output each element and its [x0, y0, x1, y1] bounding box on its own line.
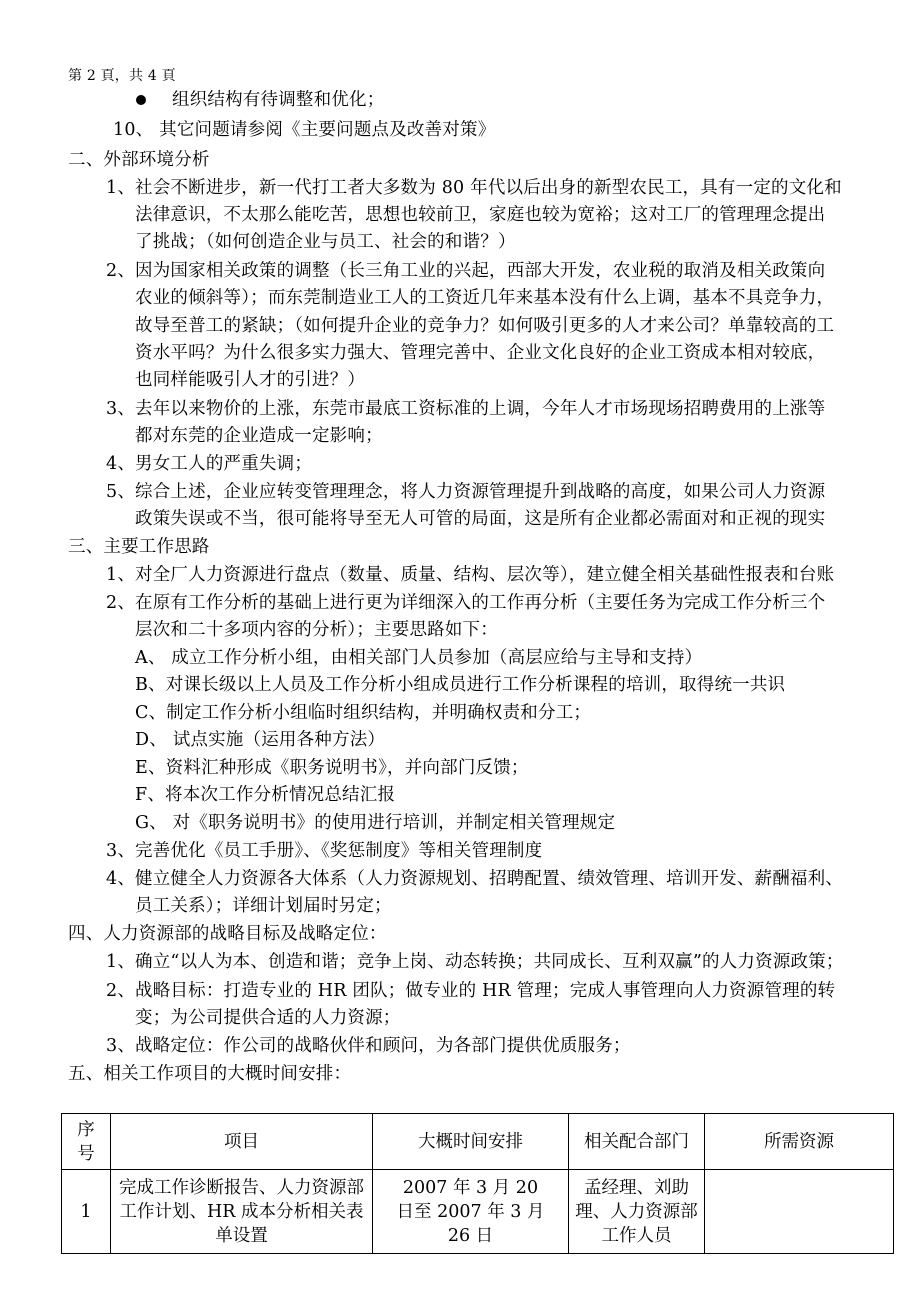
section-heading: 二、外部环境分析: [68, 150, 210, 170]
text-line: 10、 其它问题请参阅《主要问题点及改善对策》: [113, 120, 496, 140]
text-line: 2、因为国家相关政策的调整（长三角工业的兴起，西部大开发，农业税的取消及相关政策向: [106, 261, 826, 281]
section-heading: 五、相关工作项目的大概时间安排：: [68, 1064, 352, 1084]
text-line: 也同样能吸引人才的引进？）: [135, 370, 366, 390]
text-line: B、对课长级以上人员及工作分析小组成员进行工作分析课程的培训，取得统一共识: [135, 675, 786, 695]
text-line: 员工关系）；详细计划届时另定；: [135, 896, 392, 916]
header-cell: 相关配合部门: [569, 1114, 705, 1170]
text-line: 2、战略目标：打造专业的 HR 团队；做专业的 HR 管理；完成人事管理向人力资源管理的转: [106, 981, 836, 1001]
text-line: 资水平吗？为什么很多实力强大、管理完善中、企业文化良好的企业工资成本相对较底，: [135, 343, 826, 363]
text-line: 1、社会不断进步，新一代打工者大多数为 80 年代以后出身的新型农民工，具有一定的文化和: [106, 178, 842, 198]
schedule-table: [61, 1113, 894, 1254]
text-line: 法律意识，不太那么能吃苦，思想也较前卫，家庭也较为宽裕；这对工厂的管理理念提出: [135, 205, 826, 225]
text-line: 3、去年以来物价的上涨，东莞市最底工资标准的上调，今年人才市场现场招聘费用的上涨等: [106, 399, 826, 419]
text-line: 4、健立健全人力资源各大体系（人力资源规划、招聘配置、绩效管理、培训开发、薪酬福利、: [106, 869, 844, 889]
text-line: 变；为公司提供合适的人力资源；: [135, 1008, 401, 1028]
header-cell: 大概时间安排: [373, 1114, 569, 1170]
text-line: 层次和二十多项内容的分析）；主要思路如下：: [135, 620, 498, 640]
text-line: E、资料汇种形成《职务说明书》，并向部门反馈；: [135, 758, 529, 778]
section-heading: 三、主要工作思路: [68, 537, 210, 557]
header-cell: 序号: [62, 1114, 111, 1170]
text-line: 政策失误或不当，很可能将导至无人可管的局面，这是所有企业都必需面对和正视的现实: [135, 509, 826, 529]
table-cell: 1: [62, 1170, 111, 1254]
text-line: G、 对《职务说明书》的使用进行培训，并制定相关管理规定: [135, 813, 616, 833]
text-line: D、 试点实施（运用各种方法）: [135, 730, 386, 750]
text-line: 3、战略定位：作公司的战略伙伴和顾问，为各部门提供优质服务；: [106, 1036, 631, 1056]
page-number: 第 2 頁，共 4 頁: [68, 68, 176, 84]
text-line: 故导至普工的紧缺；（如何提升企业的竞争力？如何吸引更多的人才来公司？单靠较高的工: [135, 316, 835, 336]
text-line: 4、男女工人的严重失调；: [106, 454, 313, 474]
section-heading: 四、人力资源部的战略目标及战略定位：: [68, 924, 387, 944]
text-line: 1、对全厂人力资源进行盘点（数量、质量、结构、层次等），建立健全相关基础性报表和台账: [106, 565, 835, 585]
table-cell: 完成工作诊断报告、人力资源部工作计划、HR 成本分析相关表单设置: [111, 1170, 373, 1254]
text-line: 都对东莞的企业造成一定影响；: [135, 426, 383, 446]
text-line: 农业的倾斜等）；而东莞制造业工人的工资近几年来基本没有什么上调，基本不具竞争力，: [135, 288, 835, 308]
text-line: 3、完善优化《员工手册》、《奖惩制度》等相关管理制度: [106, 841, 543, 861]
text-line: A、 成立工作分析小组，由相关部门人员参加（高层应给与主导和支持）: [135, 648, 703, 668]
text-line: F、将本次工作分析情况总结汇报: [135, 785, 396, 805]
bullet-icon: [136, 95, 146, 105]
text-line: 5、综合上述，企业应转变管理理念，将人力资源管理提升到战略的高度，如果公司人力资源: [106, 482, 826, 502]
table-header-row: [62, 1114, 894, 1170]
text-line: 组织结构有待调整和优化；: [172, 90, 385, 110]
header-cell: 项目: [111, 1114, 373, 1170]
header-cell: 所需资源: [705, 1114, 894, 1170]
table-row: [62, 1170, 894, 1254]
table-cell: 孟经理、刘助理、人力资源部工作人员: [569, 1170, 705, 1254]
text-line: 了挑战；（如何创造企业与员工、社会的和谐？）: [135, 232, 516, 252]
text-line: 2、在原有工作分析的基础上进行更为详细深入的工作再分析（主要任务为完成工作分析三个: [106, 593, 826, 613]
table-cell: [705, 1170, 894, 1254]
text-line: 1、确立“以人为本、创造和谐；竞争上岗、动态转换；共同成长、互利双赢”的人力资源政策；: [106, 952, 844, 972]
table-cell: 2007 年 3 月 20 日至 2007 年 3 月 26 日: [373, 1170, 569, 1254]
text-line: C、制定工作分析小组临时组织结构，并明确权责和分工；: [135, 703, 592, 723]
